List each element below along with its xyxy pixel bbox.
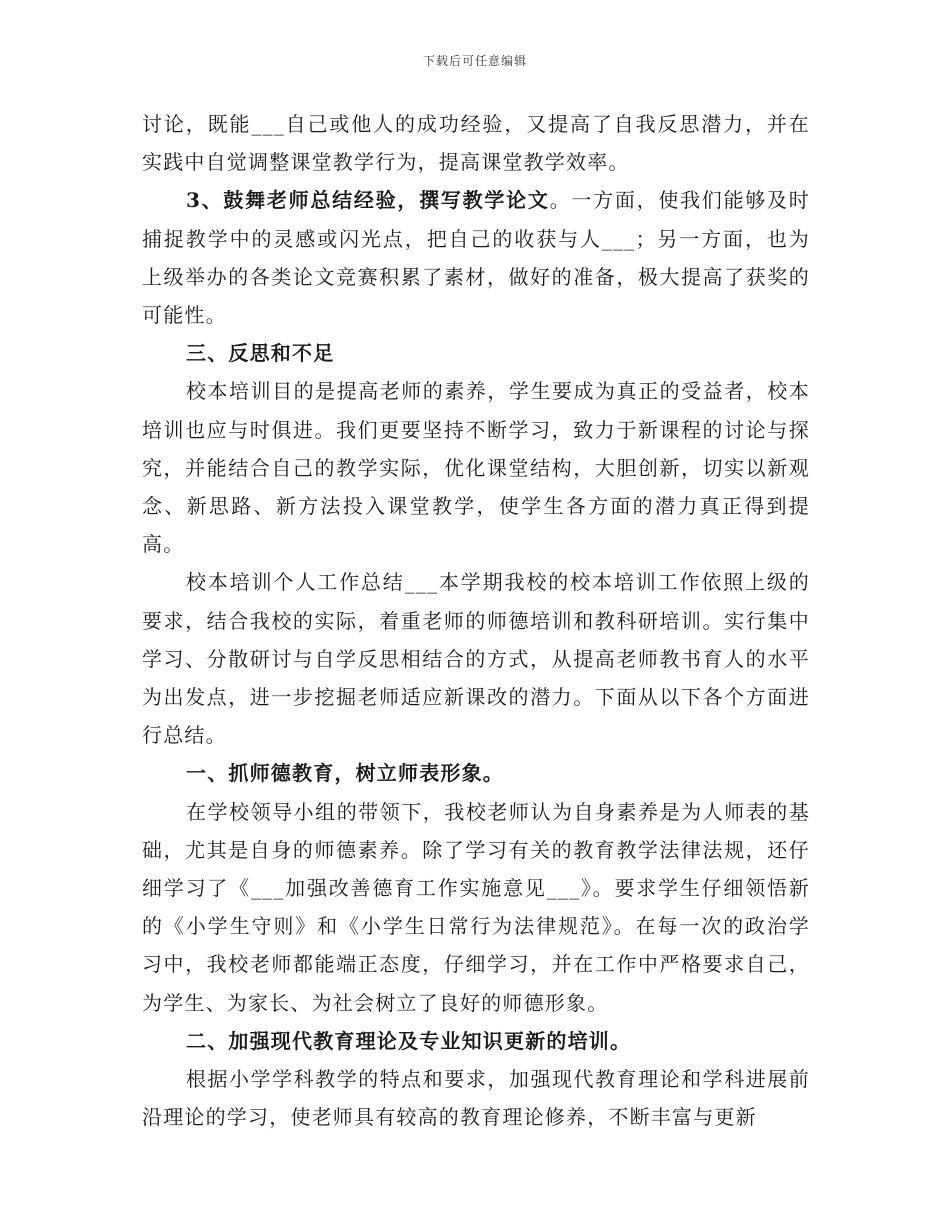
paragraph-lead-bold: 3、鼓舞老师总结经验，撰写教学论文	[186, 188, 550, 213]
paragraph-encourage-papers	[142, 181, 810, 334]
paragraph-theory: 根据小学学科教学的特点和要求，加强现代教育理论和学科进展前沿理论的学习，使老师具有较高的教育理论修养，不断丰富与更新	[142, 1067, 810, 1130]
section-heading-ethics: 一、抓师德教育，树立师表形象。	[186, 761, 504, 786]
paragraph-ethics: 在学校领导小组的带领下，我校老师认为自身素养是为人师表的基础，尤其是自身的师德素养。除了学习有关的教育教学法律法规，还仔细学习了《___加强改善德育工作实施意见___》。要求学生仔细领悟新的《小学生守则》和《小学生日常行为法律规范》。在每一次的政治学习中，我校老师都能端正态度，仔细学习，并在工作中严格要求自己，为学生、为家长、为社会树立了良好的师德形象。	[142, 799, 810, 1015]
section-heading-theory: 二、加强现代教育理论及专业知识更新的培训。	[186, 1028, 632, 1053]
paragraph-continued: 讨论，既能___自己或他人的成功经验，又提高了自我反思潜力，并在实践中自觉调整课堂教学行为，提高课堂教学效率。	[142, 112, 810, 175]
page-header: 下载后可任意编辑	[422, 54, 527, 68]
paragraph-lead-rest: 。一方面，使我们能够及时捕捉教学中的灵感或闪光点，把自己的收获与人___；另一方面，也为上级举办的各类论文竞赛积累了素材，做好的准备，极大提高了获奖的可能性。	[142, 188, 810, 328]
section-heading-reflection: 三、反思和不足	[186, 341, 335, 366]
paragraph-reflection: 校本培训目的是提高老师的素养，学生要成为真正的受益者，校本培训也应与时俱进。我们更要坚持不断学习，致力于新课程的讨论与探究，并能结合自己的教学实际，优化课堂结构，大胆创新，切实以新观念、新思路、新方法投入课堂教学，使学生各方面的潜力真正得到提高。	[142, 379, 810, 557]
document-body	[142, 105, 810, 1136]
paragraph-summary-intro: 校本培训个人工作总结___本学期我校的校本培训工作依照上级的要求，结合我校的实际，着重老师的师德培训和教科研培训。实行集中学习、分散研讨与自学反思相结合的方式，从提高老师教书育人的水平为出发点，进一步挖掘老师适应新课改的潜力。下面从以下各个方面进行总结。	[142, 570, 810, 748]
